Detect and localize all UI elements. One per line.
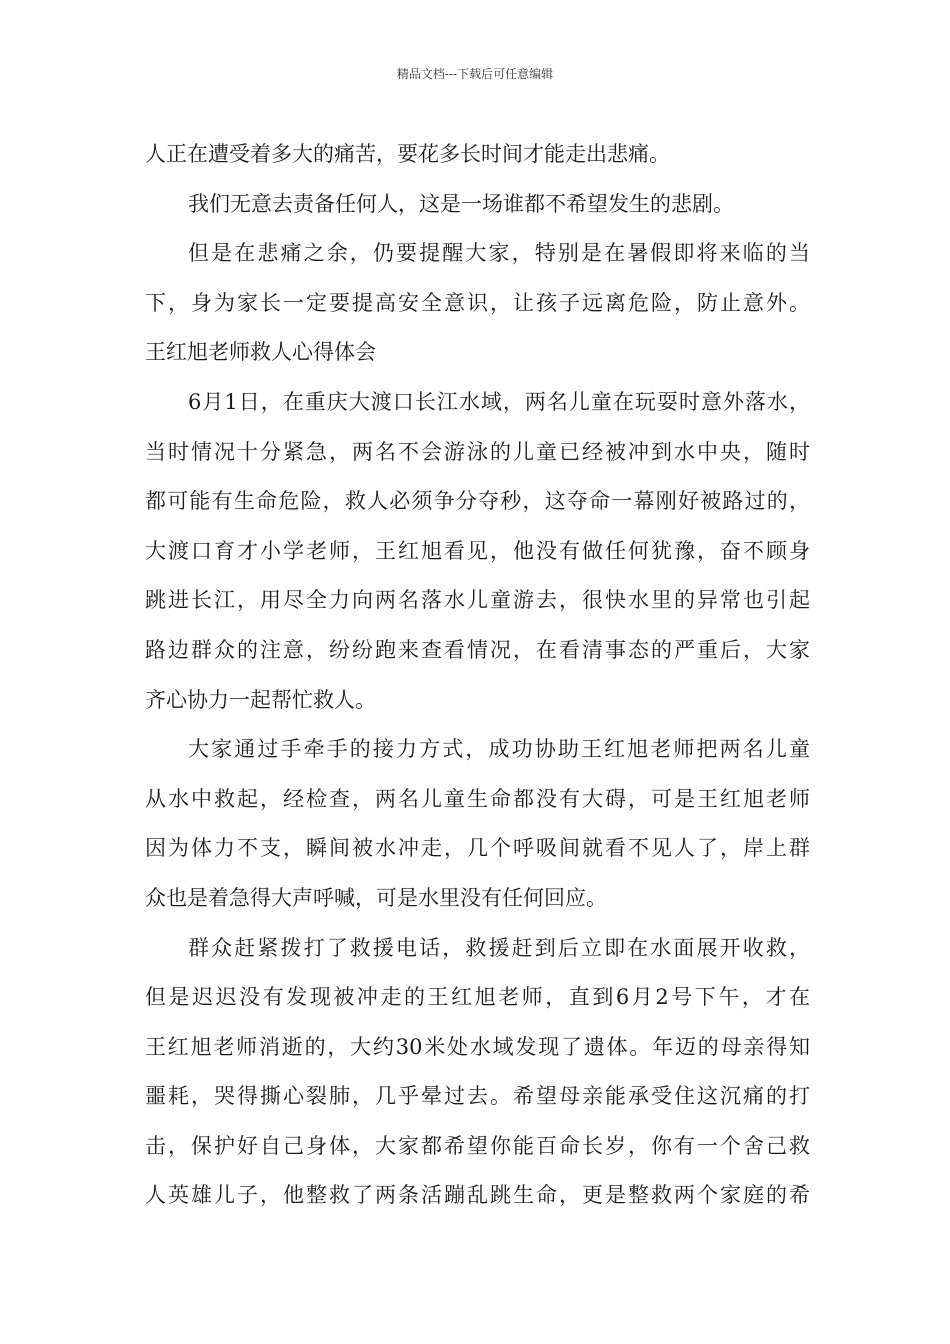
paragraph-line: 噩耗，哭得撕心裂肺，几乎晕过去。希望母亲能承受住这沉痛的打 [145, 1084, 810, 1109]
paragraph-line: 路边群众的注意，纷纷跑来查看情况，在看清事态的严重后，大家 [145, 637, 810, 662]
paragraph-line: 因为体力不支，瞬间被水冲走，几个呼吸间就看不见人了，岸上群 [145, 836, 810, 861]
paragraph-line: 击，保护好自己身体，大家都希望你能百命长岁，你有一个舍己救 [145, 1133, 810, 1158]
paragraph-line: 但是在悲痛之余，仍要提醒大家，特别是在暑假即将来临的当 [188, 241, 810, 266]
paragraph-line: 人英雄儿子，他整救了两条活蹦乱跳生命，更是整救两个家庭的希 [145, 1183, 810, 1208]
paragraph-line: 齐心协力一起帮忙救人。 [145, 687, 376, 712]
paragraph-line: 群众赶紧拨打了救援电话，救援赶到后立即在水面展开收救， [188, 935, 810, 960]
paragraph-line: 大家通过手牵手的接力方式，成功协助王红旭老师把两名儿童 [188, 737, 810, 762]
paragraph-line: 都可能有生命危险，救人必须争分夺秒，这夺命一幕刚好被路过的， [145, 489, 810, 514]
paragraph-line: 但是迟迟没有发现被冲走的王红旭老师，直到6月2号下午，才在 [145, 985, 810, 1010]
paragraph-line: 大渡口育才小学老师，王红旭看见，他没有做任何犹豫，奋不顾身 [145, 538, 810, 563]
page-header: 精品文档---下载后可任意编辑 [396, 67, 554, 81]
paragraph-line: 当时情况十分紧急，两名不会游泳的儿童已经被冲到水中央，随时 [145, 439, 810, 464]
paragraph-line: 人正在遭受着多大的痛苦，要花多长时间才能走出悲痛。 [145, 142, 670, 166]
paragraph-line: 我们无意去责备任何人，这是一场谁都不希望发生的悲剧。 [188, 191, 734, 216]
paragraph-line: 跳进长江，用尽全力向两名落水儿童游去，很快水里的异常也引起 [145, 588, 810, 613]
section-title: 王红旭老师救人心得体会 [145, 340, 376, 365]
paragraph-line: 下，身为家长一定要提高安全意识，让孩子远离危险，防止意外。 [145, 290, 810, 315]
paragraph-line: 从水中救起，经检查，两名儿童生命都没有大碍，可是王红旭老师 [145, 786, 810, 811]
document-body [145, 130, 810, 1221]
paragraph-line: 6月1日，在重庆大渡口长江水域，两名儿童在玩耍时意外落水， [188, 389, 810, 414]
paragraph-line: 王红旭老师消逝的，大约30米处水域发现了遗体。年迈的母亲得知 [145, 1034, 810, 1059]
paragraph-line: 众也是着急得大声呼喊，可是水里没有任何回应。 [145, 885, 607, 910]
